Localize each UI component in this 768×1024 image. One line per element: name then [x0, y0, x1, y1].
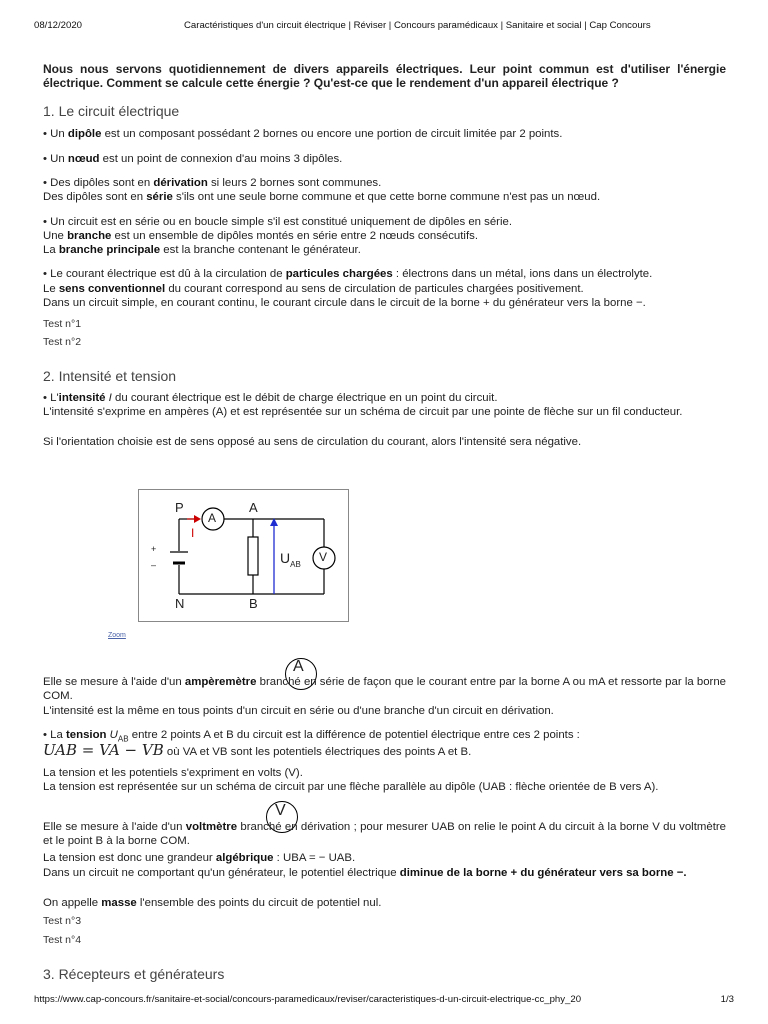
page-footer [34, 993, 734, 1007]
label-UAB: $U_{AB}$ [280, 550, 301, 569]
def-circuit-serie: • Un circuit est en série ou en boucle simple s'il est constitué uniquement de dipôles en série. [43, 216, 513, 228]
circuit-diagram [138, 489, 349, 622]
voltmeter-text: Elle se mesure à l'aide d'un voltmètre branché en dérivation ; pour mesurer UAB on relie le point A du circuit à la borne V du voltmètre et le point B à la borne COM. [43, 821, 726, 847]
label-P: P [175, 500, 184, 515]
intensite-negative-text: Si l'orientation choisie est de sens opposé au sens de circulation du courant, alors l'intensité sera négative. [43, 436, 582, 448]
tension-formula: UAB = VA − VB [43, 741, 164, 759]
voltmeter-letter: V [319, 550, 328, 564]
ammeter-letter: A [208, 511, 217, 525]
test-3-link[interactable]: Test n°3 [43, 915, 82, 927]
print-title: Caractéristiques d'un circuit électrique | Réviser | Concours paramédicaux | Sanitaire et social | Cap Concours [184, 20, 651, 31]
def-dipole: • Un dipôle est un composant possédant 2 bornes ou encore une portion de circuit limitée par 2 points. [43, 128, 563, 140]
def-noeud: • Un nœud est un point de connexion d'au moins 3 dipôles. [43, 153, 343, 165]
def-serie: Des dipôles sont en série s'ils ont une seule borne commune et que cette borne commune n'est pas un nœud. [43, 191, 601, 203]
def-sens-conventionnel: Le sens conventionnel du courant correspond au sens de circulation de particules chargées positivement. [43, 283, 584, 295]
label-I: I [191, 526, 195, 540]
def-derivation: • Des dipôles sont en dérivation si leurs 2 bornes sont communes. [43, 177, 382, 189]
zoom-link[interactable]: Zoom [108, 632, 126, 639]
ammeter-text: Elle se mesure à l'aide d'un ampèremètre branché en série de façon que le courant entre par la borne A ou mA et ressorte par la borne COM. [43, 676, 726, 702]
intro-paragraph: Nous nous servons quotidiennement de divers appareils électriques. Leur point commun est d'utiliser l'énergie électrique. Comment se calcule cette énergie ? Qu'est-ce que le rendement d'un appareil électrique ? [43, 62, 726, 90]
label-N: N [175, 596, 185, 611]
potentiel-text: Dans un circuit ne comportant qu'un générateur, le potentiel électrique diminue de la borne + du générateur vers sa borne −. [43, 867, 687, 879]
def-branche: Une branche est un ensemble de dipôles montés en série entre 2 nœuds consécutifs. [43, 230, 478, 242]
def-courant: • Le courant électrique est dû à la circulation de particules chargées : électrons dans un métal, ions dans un électrolyte. [43, 268, 653, 280]
section-3-title: 3. Récepteurs et générateurs [43, 966, 225, 982]
test-1-link[interactable]: Test n°1 [43, 318, 82, 330]
intensite-serie-text: L'intensité est la même en tous points d'un circuit en série ou d'une branche d'un circuit en dérivation. [43, 705, 554, 717]
label-minus: – [151, 560, 157, 570]
courant-continu-text: Dans un circuit simple, en courant continu, le courant circule dans le circuit de la borne + du générateur vers la borne −. [43, 297, 646, 309]
voltmeter-symbol-letter: V [275, 802, 286, 819]
tension-arrow-text: La tension est représentée sur un schéma de circuit par une flèche parallèle au dipôle (UAB : flèche orientée de B vers A). [43, 781, 659, 793]
print-date: 08/12/2020 [34, 20, 83, 31]
page-number: 1/3 [720, 994, 734, 1005]
tension-formula-line: UAB = VA − VB où VA et VB sont les potentiels électriques des points A et B. [43, 741, 472, 759]
def-intensite: • L'intensité I du courant électrique est le débit de charge électrique en un point du circuit. [43, 392, 498, 404]
tension-algebrique-text: La tension est donc une grandeur algébrique : UBA = − UAB. [43, 852, 356, 864]
section-1-title: 1. Le circuit électrique [43, 103, 180, 119]
def-branche-principale: La branche principale est la branche contenant le générateur. [43, 244, 361, 256]
test-2-link[interactable]: Test n°2 [43, 336, 82, 348]
footer-url[interactable]: https://www.cap-concours.fr/sanitaire-et-social/concours-paramedicaux/reviser/caracteristiques-d-un-circuit-electrique-cc_phy_20 [34, 994, 582, 1005]
section-2-title: 2. Intensité et tension [43, 368, 177, 384]
label-plus: + [151, 544, 157, 554]
tension-unit-text: La tension et les potentiels s'expriment en volts (V). [43, 767, 303, 779]
test-4-link[interactable]: Test n°4 [43, 934, 82, 946]
label-B: B [249, 596, 258, 611]
label-A: A [249, 500, 258, 515]
def-tension: • La tension $U_{AB}$ entre 2 points A et B du circuit est la différence de potentiel électrique entre ces 2 points : [43, 729, 580, 744]
def-masse: On appelle masse l'ensemble des points du circuit de potentiel nul. [43, 897, 382, 909]
intensite-unit-text: L'intensité s'exprime en ampères (A) et est représentée sur un schéma de circuit par une pointe de flèche sur un fil conducteur. [43, 406, 683, 418]
ammeter-symbol-letter: A [293, 658, 304, 675]
